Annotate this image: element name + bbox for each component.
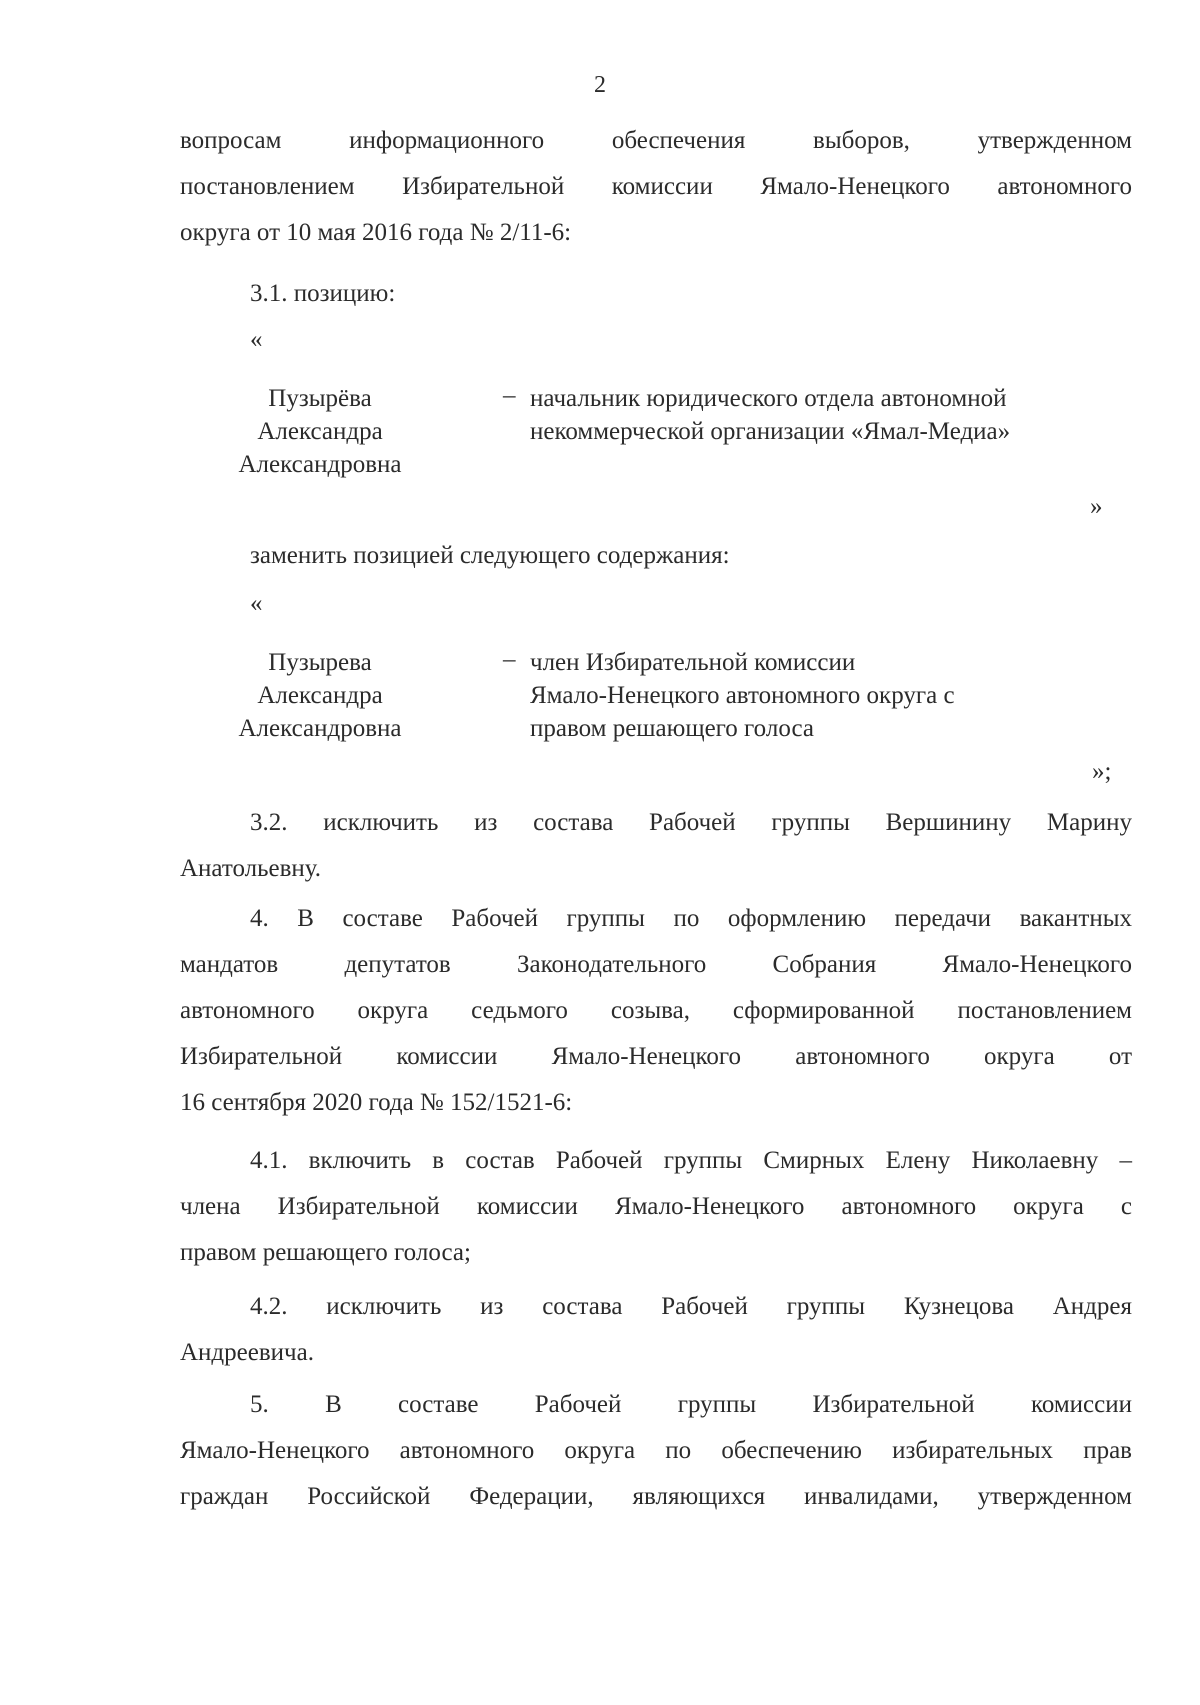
description-line: некоммерческой организации «Ямал-Медиа» [530, 418, 1011, 445]
description-line: начальник юридического отдела автономной [530, 385, 1007, 412]
open-quote: « [250, 326, 263, 353]
text-line: 3.2. исключить из состава Рабочей группы Вершинину Марину [250, 809, 1132, 836]
item-3-2 [180, 800, 1132, 892]
name-line: Александра [257, 682, 383, 709]
text-line: 4.1. включить в состав Рабочей группы Смирных Елену Николаевну – [250, 1147, 1132, 1174]
item-4-2 [180, 1284, 1132, 1376]
old-entry-name [215, 382, 425, 481]
text-line: Ямало-Ненецкого автономного округа по обеспечению избирательных прав [180, 1437, 1132, 1464]
text-line: 4. В составе Рабочей группы по оформлению передачи вакантных [250, 905, 1132, 932]
item-3-1: 3.1. позицию: [250, 280, 396, 307]
intro-paragraph [180, 118, 1132, 256]
name-line: Александра [257, 418, 383, 445]
old-entry-description [530, 382, 1010, 448]
item-4 [180, 896, 1132, 1126]
description-line: правом решающего голоса [530, 715, 814, 742]
description-line: член Избирательной комиссии [530, 649, 856, 676]
text-line: автономного округа седьмого созыва, сформированной постановлением [180, 997, 1132, 1024]
text-line: Анатольевну. [180, 855, 322, 882]
close-quote-semicolon: »; [1092, 758, 1112, 785]
name-line: Пузырёва [268, 385, 372, 412]
description-line: Ямало-Ненецкого автономного округа с [530, 682, 955, 709]
close-quote: » [1090, 493, 1103, 520]
new-entry-description [530, 646, 955, 745]
text-line: постановлением Избирательной комиссии Ямало-Ненецкого автономного [180, 173, 1132, 200]
text-line: Андреевича. [180, 1339, 314, 1366]
item-4-1 [180, 1138, 1132, 1276]
open-quote: « [250, 590, 263, 617]
text-line: правом решающего голоса; [180, 1239, 471, 1266]
text-line: граждан Российской Федерации, являющихся инвалидами, утвержденном [180, 1483, 1132, 1510]
name-line: Александровна [238, 715, 402, 742]
text-line: округа от 10 мая 2016 года № 2/11-6: [180, 219, 572, 246]
new-entry-dash: – [503, 646, 516, 673]
text-line: 5. В составе Рабочей группы Избирательной комиссии [250, 1391, 1132, 1418]
text-line: мандатов депутатов Законодательного Собрания Ямало-Ненецкого [180, 951, 1132, 978]
item-5 [180, 1382, 1132, 1520]
text-line: 16 сентября 2020 года № 152/1521-6: [180, 1089, 573, 1116]
old-entry-dash: – [503, 382, 516, 409]
replace-instruction: заменить позицией следующего содержания: [250, 542, 730, 569]
name-line: Пузырева [268, 649, 372, 676]
page-number: 2 [594, 72, 606, 98]
text-line: 4.2. исключить из состава Рабочей группы Кузнецова Андрея [250, 1293, 1132, 1320]
text-line: члена Избирательной комиссии Ямало-Ненецкого автономного округа с [180, 1193, 1132, 1220]
text-line: вопросам информационного обеспечения выборов, утвержденном [180, 127, 1132, 154]
text-line: Избирательной комиссии Ямало-Ненецкого автономного округа от [180, 1043, 1132, 1070]
new-entry-name [215, 646, 425, 745]
name-line: Александровна [238, 451, 402, 478]
